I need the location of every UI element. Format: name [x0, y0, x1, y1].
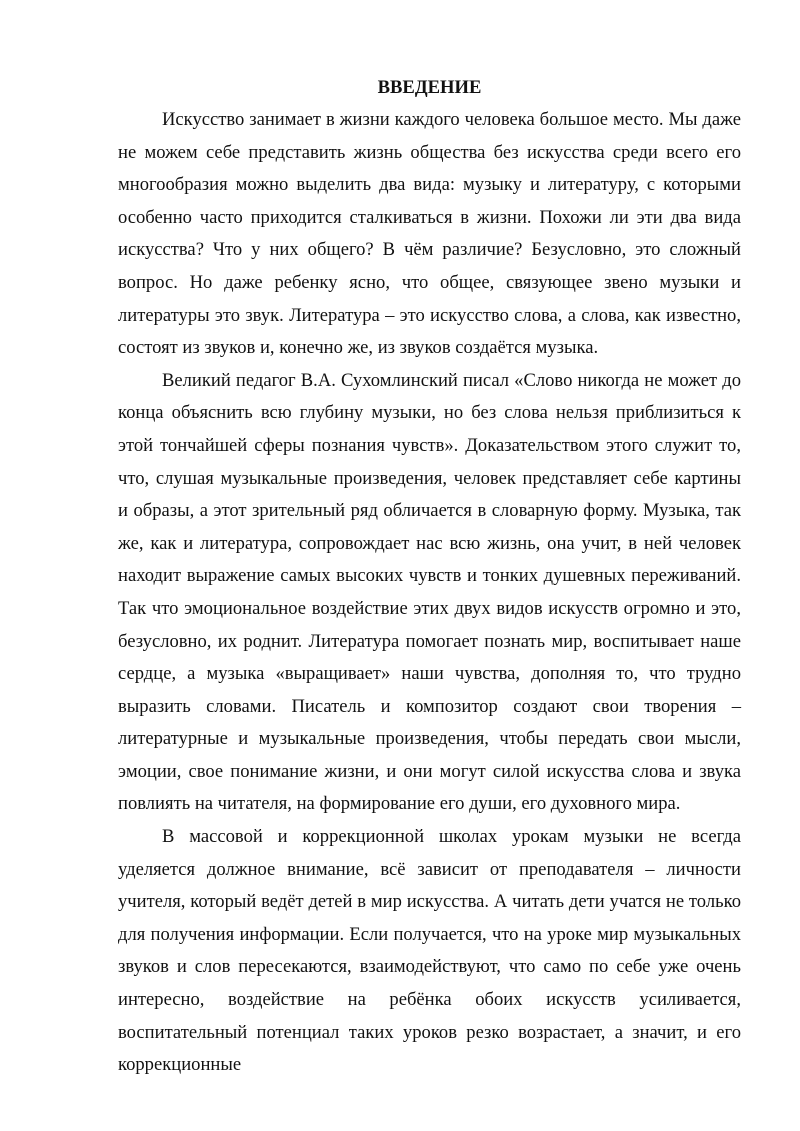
paragraph-sukhomlinsky: Великий педагог В.А. Сухомлинский писал «Слово никогда не может до конца объяснить всю глубину музыки, но без слова нельзя приблизиться к этой тончайшей сферы познания чувств». Доказательством этого служит то, что, слушая музыкальные произведения, человек представляет себе картины и образы, а этот зрительный ряд обличается в словарную форму. Музыка, так же, как и литература, сопровождает нас всю жизнь, она учит, в ней человек находит выражение самых высоких чувств и тонких душевных переживаний. Так что эмоциональное воздействие этих двух видов искусств огромно и это, безусловно, их роднит. Литература помогает познать мир, воспитывает наше сердце, а музыка «выращивает» наши чувства, дополняя то, что трудно выразить словами. Писатель и композитор создают свои творения – литературные и музыкальные произведения, чтобы передать свои мысли, эмоции, свое понимание жизни, и они могут силой искусства слова и звука повлиять на читателя, на формирование его души, его духовного мира.: [118, 369, 741, 815]
page-title: ВВЕДЕНИЕ: [377, 77, 482, 98]
paragraph-schools: В массовой и коррекционной школах урокам музыки не всегда уделяется должное внимание, всё зависит от преподавателя – личности учителя, который ведёт детей в мир искусства. А читать дети учатся не только для получения информации. Если получается, что на уроке мир музыкальных звуков и слов пересекаются, взаимодействуют, что само по себе уже очень интересно, воздействие на ребёнка обоих искусств усиливается, воспитательный потенциал таких уроков резко возрастает, а значит, и его коррекционные: [118, 826, 741, 1076]
document-body: [118, 76, 741, 1082]
paragraph-intro: Искусство занимает в жизни каждого человека большое место. Мы даже не можем себе представить жизнь общества без искусства среди всего его многообразия можно выделить два вида: музыку и литературу, с которыми особенно часто приходится сталкиваться в жизни. Похожи ли эти два вида искусства? Что у них общего? В чём различие? Безусловно, это сложный вопрос. Но даже ребенку ясно, что общее, связующее звено музыки и литературы это звук. Литература – это искусство слова, а слова, как известно, состоят из звуков и, конечно же, из звуков создаётся музыка.: [118, 109, 741, 359]
